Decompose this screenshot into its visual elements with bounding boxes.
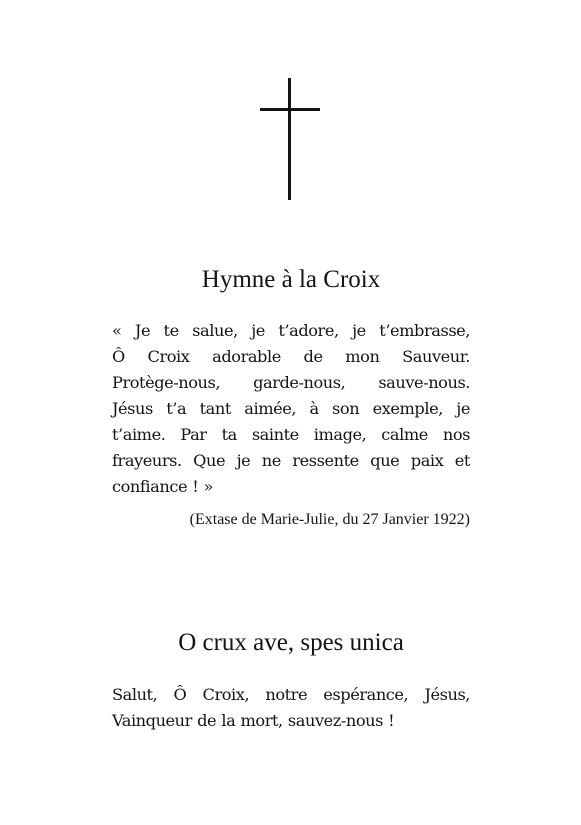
hymn-source: (Extase de Marie-Julie, du 27 Janvier 1922) bbox=[189, 511, 470, 528]
antiphon-text bbox=[112, 682, 470, 734]
hymn-line: frayeurs. Que je ne ressente que paix et bbox=[112, 451, 470, 470]
cross-horizontal-beam bbox=[260, 108, 320, 111]
hymn-line: Ô Croix adorable de mon Sauveur. bbox=[112, 347, 470, 366]
hymn-text bbox=[112, 318, 470, 500]
hymn-title: Hymne à la Croix bbox=[201, 266, 381, 293]
hymn-line: Protège-nous, garde-nous, sauve-nous. bbox=[112, 373, 470, 392]
hymn-line: « Je te salue, je t’adore, je t’embrasse, bbox=[112, 321, 470, 340]
hymn-line: confiance ! » bbox=[112, 477, 213, 496]
antiphon-line: Salut, Ô Croix, notre espérance, Jésus, bbox=[112, 685, 470, 704]
antiphon-title: O crux ave, spes unica bbox=[178, 629, 404, 656]
antiphon-line: Vainqueur de la mort, sauvez-nous ! bbox=[112, 711, 395, 730]
hymn-line: t’aime. Par ta sainte image, calme nos bbox=[112, 425, 470, 444]
latin-cross-icon bbox=[260, 78, 320, 200]
cross-vertical-beam bbox=[288, 78, 291, 200]
hymn-line: Jésus t’a tant aimée, à son exemple, je bbox=[112, 399, 470, 418]
